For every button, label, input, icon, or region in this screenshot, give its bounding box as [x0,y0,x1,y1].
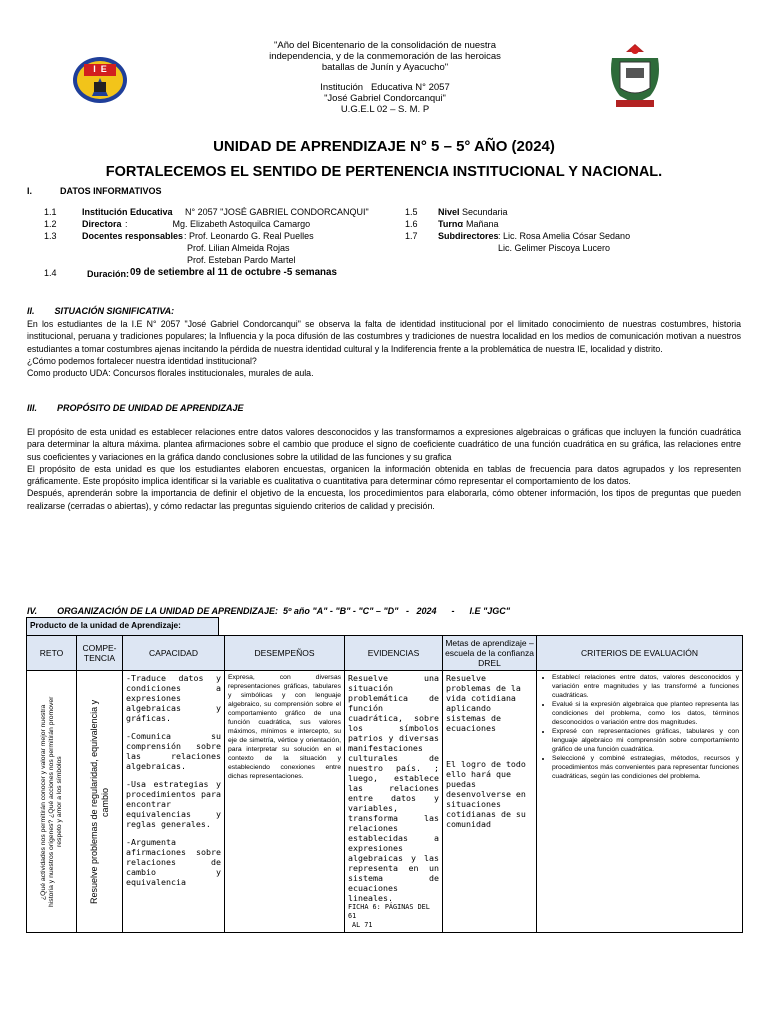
school-logo-left [72,56,128,104]
school-crest-right [604,42,666,110]
logo-left-letters: I E [93,64,107,74]
datos-num-1-7: 1.7 [405,231,418,241]
header-motto-line3: batallas de Junín y Ayacucho" [321,62,449,73]
criterios-list [540,673,739,781]
metas-paragraph-1: Resuelve problemas de la vida cotidiana aplicando sistemas de ecuaciones [446,673,521,733]
situacion-question: ¿Cómo podemos fortalecer nuestra identidad institucional? [27,355,257,366]
cell-criterios [537,671,743,933]
header-evidencias: EVIDENCIAS [345,636,443,671]
organization-table [26,635,743,933]
header-metas: Metas de aprendizaje – escuela de la confianza DREL [443,636,537,671]
datos-label-turno: Turno [438,219,463,229]
criterio-item: • Seleccioné y combiné estrategias, métodos, recursos y procedimientos más convenientes para representar funciones cuadráticas, según las condiciones del problema. [552,754,739,781]
capacidad-item-4: -Argumenta afirmaciones sobre relaciones de cambio y equivalencia [126,837,221,887]
section-i-number: I. [27,186,33,196]
datos-value-subdirector-2: Lic. Gelimer Piscoya Lucero [498,243,611,253]
datos-value-duracion: 09 de setiembre al 11 de octubre -5 semanas [130,267,337,278]
document-title: UNIDAD DE APRENDIZAJE N° 5 – 5° AÑO (2024) [213,138,555,155]
table-header-row [27,636,743,671]
datos-num-1-4: 1.4 [44,268,57,278]
capacidad-item-1: -Traduce datos y condiciones a expresiones algebraicas y gráficas. [126,673,221,723]
section-ii-heading: II. SITUACIÓN SIGNIFICATIVA: [27,306,175,316]
datos-label-directora: Directora [82,219,122,229]
header-capacidad: CAPACIDAD [123,636,225,671]
datos-num-1-6: 1.6 [405,219,418,229]
situacion-paragraph: En los estudiantes de la I.E N° 2057 "José Gabriel Condorcanqui" se observa la falta de identidad institucional por el limitado conocimiento de nuestras costumbres, historia institucional, peruana y tradiciones populares; la Influencia y la poca difusión de las costumbres y tradiciones de nuestra localidad en los medios de comunicación motivan a nuestros estudiantes a tomar costumbres ajenas incitando la pérdida de nuestra identidad cultural y la Indiferencia frente a la problemática de nuestra IE, localidad y distrito. [27,319,741,354]
capacidad-item-2: -Comunica su comprensión sobre las relaciones algebraicas. [126,731,221,771]
datos-label-nivel: Nivel [438,207,460,217]
header-institution: Institución Educativa N° 2057 [320,82,450,93]
datos-value-docente-3: Prof. Esteban Pardo Martel [187,255,296,265]
header-reto: RETO [27,636,77,671]
datos-num-1-2: 1.2 [44,219,57,229]
capacidad-item-3: -Usa estrategias y procedimientos para encontrar equivalencias y reglas generales. [126,779,221,829]
reto-text: ¿Qué actividades nos permitirán conocer y valorar mejor nuestra historia y nuestros orígenes? ¿Qué acciones nos permitirán promover respeto y amor a los símbolos [39,696,63,907]
proposito-paragraph-2: El propósito de esta unidad es que los estudiantes elaboren encuestas, organicen la información obtenida en tablas de frecuencia para datos agrupados y los representen gráficamente. Este propósito implica identificar si la variable es cualitativa o cuantitativa para determinar cómo representar el comportamiento de los datos. [27,463,741,487]
datos-label-duracion: Duración: [87,269,130,279]
datos-num-1-1: 1.1 [44,207,57,217]
desempenos-text: Expresa, con diversas representaciones gráficas, tabulares y simbólicas y con lenguaje algebraico, su comprensión sobre el comportamiento gráfico de una función cuadrática, sus valores máximos, mínimos e intercepto, su eje de simetría, vértice y orientación, para interpretar su solución en el contexto de la situación y estableciendo conexiones entre dichas representaciones. [228,674,341,780]
header-desempenos: DESEMPEÑOS [225,636,345,671]
proposito-paragraph-3: Después, aprenderán sobre la importancia de definir el objetivo de la encuesta, los procedimientos para elaborarla, cómo obtener información, los tipos de preguntas que pueden realizarse (cerradas o abiertas), y cómo redactar las preguntas siguiendo criterios de calidad y precisión. [27,488,741,511]
datos-value-docente-2: Prof. Lilian Almeida Rojas [187,243,290,253]
table-row [27,671,743,933]
header-motto-line1: "Año del Bicentenario de la consolidación de nuestra [273,40,497,51]
criterio-item: • Evalué si la expresión algebraica que planteo representa las condiciones del problema, como los datos, términos desconocidos o variación entre dos magnitudes. [552,700,739,727]
producto-box [26,617,219,635]
datos-value-institucion: : N° 2057 "JOSÉ GABRIEL CONDORCANQUI" [170,207,369,217]
header-school-name: "José Gabriel Condorcanqui" [324,93,446,104]
evidencias-text: Resuelve una situación problemática de función cuadrática, sobre los símbolos patrios y diversas manifestaciones culturales de nuestro país. ; luego, establece las relaciones entre datos y variables, transforma las relaciones establecidas a expresiones algebraicas y las representa en un sistema de ecuaciones lineales. [348,673,439,903]
section-i-heading: DATOS INFORMATIVOS [60,186,162,196]
cell-capacidad [123,671,225,933]
cell-evidencias [345,671,443,933]
header-criterios: CRITERIOS DE EVALUACIÓN [537,636,743,671]
criterio-item: • Expresé con representaciones gráficas, tabulares y con lenguaje algebraico mi comprensión sobre comportamiento gráfico de una función cuadrática. [552,727,739,754]
cell-metas [443,671,537,933]
datos-value-nivel: : Secundaria [457,207,508,217]
datos-value-directora: : Mg. Elizabeth Astoquilca Camargo [125,219,311,229]
section-iv-heading: IV. ORGANIZACIÓN DE LA UNIDAD DE APRENDIZAJE: 5º año "A" - "B" - "C" – "D" - 2024 - I.E "JGC" [27,606,511,616]
cell-competencia [77,671,123,933]
datos-value-docente-1: : Prof. Leonardo G. Real Puelles [184,231,314,241]
datos-value-subdirector-1: : Lic. Rosa Amelia Cósar Sedano [498,231,631,241]
datos-num-1-5: 1.5 [405,207,418,217]
cell-desempenos [225,671,345,933]
datos-label-docentes: Docentes responsables [82,231,184,241]
cell-reto [27,671,77,933]
header-motto-line2: independencia, y de la conmemoración de las heroicas [269,51,501,62]
evidencias-ficha: FICHA 6: PÁGINAS DEL 61 [348,903,430,920]
situacion-producto: Como producto UDA: Concursos florales institucionales, murales de aula. [27,368,314,379]
header-ugel: U.G.E.L 02 – S. M. P [340,104,430,115]
datos-value-turno: : Mañana [461,219,499,229]
section-iii-heading: III. PROPÓSITO DE UNIDAD DE APRENDIZAJE [27,403,244,413]
criterio-item: • Establecí relaciones entre datos, valores desconocidos y variación entre magnitudes y las transformé a funciones cuadráticas. [552,673,739,700]
evidencias-al: AL 71 [352,921,373,929]
datos-label-subdirectores: Subdirectores [438,231,499,241]
metas-paragraph-2: El logro de todo ello hará que puedas desenvolverse en situaciones cotidianas de su comunidad [446,759,526,829]
document-subtitle: FORTALECEMOS EL SENTIDO DE PERTENENCIA INSTITUCIONAL Y NACIONAL. [105,164,663,180]
proposito-paragraph-1: El propósito de esta unidad es establecer relaciones entre datos valores desconocidos y las transformamos a expresiones algebraicas o gráficas que incluyen la función cuadrática para determinar la altura máxima. plantea afirmaciones sobre el cambio que produce el signo de coeficiente cuadrático de una función cuadrática en su gráfica, las relaciones entre sus coeficientes y variaciones en la gráfica dando conclusiones sobre la utilidad de las funciones y su grafica [27,427,741,462]
producto-label: Producto de la unidad de Aprendizaje: [30,620,181,630]
header-competencia: COMPE-TENCIA [77,636,123,671]
datos-label-institucion: Institución Educativa [82,207,173,217]
competencia-text: Resuelve problemas de regularidad, equivalencia y cambio [88,699,110,904]
datos-num-1-3: 1.3 [44,231,57,241]
